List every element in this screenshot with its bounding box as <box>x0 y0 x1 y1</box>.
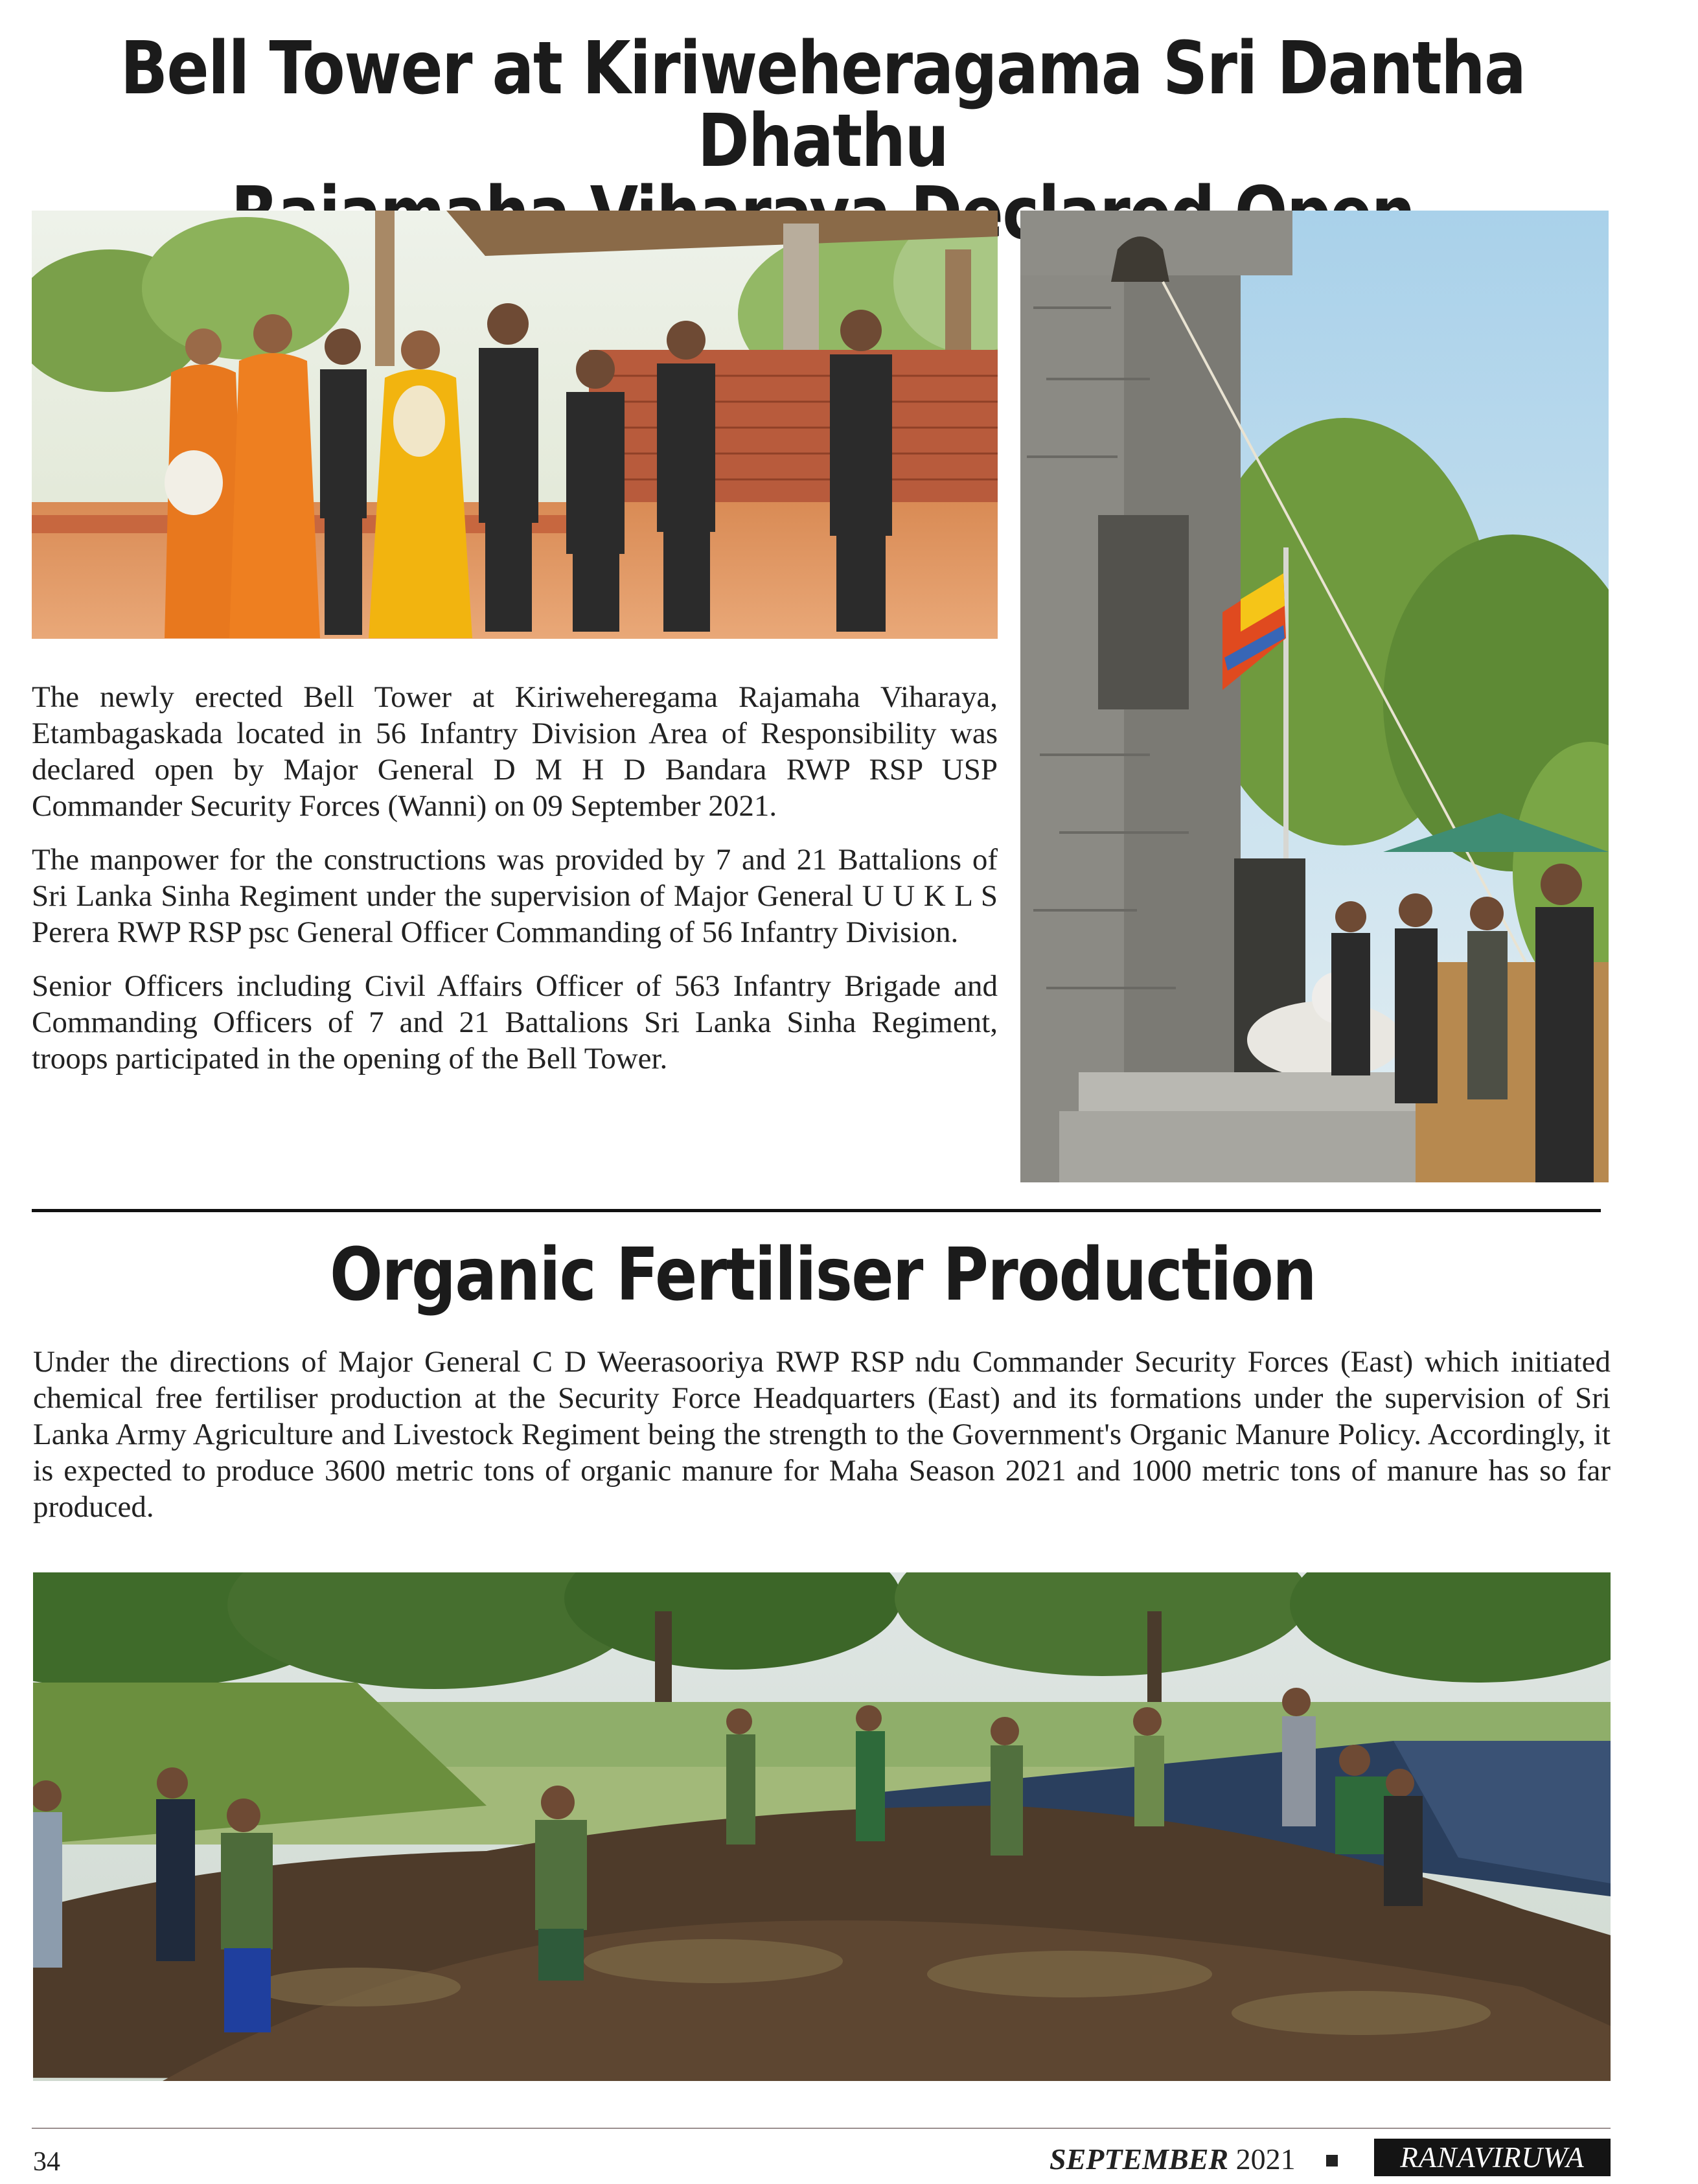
page-number: 34 <box>33 2147 60 2177</box>
issue-year: 2021 <box>1235 2143 1296 2176</box>
bell-tower-photo <box>1020 211 1609 1182</box>
article-1-paragraph: The manpower for the constructions was provided by 7 and 21 Battalions of Sri Lanka Sinha Regiment under the supervision of Major General U U K L S Perera RWP RSP psc General Officer Commanding of 56 Infantry Division. <box>32 843 998 949</box>
footer-square-bullet <box>1326 2155 1338 2167</box>
article-1-paragraph: The newly erected Bell Tower at Kiriweheregama Rajamaha Viharaya, Etambagaskada located in 56 Infantry Division Area of Responsibility was declared open by Major General D M H D Bandara RWP RSP USP Commander Security Forces (Wanni) on 09 September 2021. <box>32 680 998 823</box>
article-1-paragraph: Senior Officers including Civil Affairs Officer of 563 Infantry Brigade and Commanding Officers of 7 and 21 Battalions Sri Lanka Sinha Regiment, troops participated in the opening of the Bell Tower. <box>32 969 998 1075</box>
fertiliser-production-photo <box>33 1572 1611 2081</box>
masthead-badge: RANAVIRUWA <box>1374 2139 1611 2176</box>
article-1-headline-line-1: Bell Tower at Kiriweheragama Sri Dantha Dhathu <box>120 27 1526 183</box>
article-1-body <box>32 679 998 1077</box>
section-divider <box>32 1209 1601 1212</box>
ceremony-photo <box>32 211 998 639</box>
article-2-paragraph: Under the directions of Major General C D Weerasooriya RWP RSP ndu Commander Security Forces (East) which initiated chemical free fertiliser production at the Security Force Headquarters (East) and its formations under the supervision of Sri Lanka Army Agriculture and Livestock Regiment being the strength to the Government's Organic Manure Policy. Accordingly, it is expected to produce 3600 metric tons of organic manure for Maha Season 2021 and 1000 metric tons of manure has so far produced. <box>33 1345 1611 1524</box>
article-2-headline: Organic Fertiliser Production <box>330 1233 1316 1317</box>
issue-month: SEPTEMBER <box>1050 2143 1229 2176</box>
issue-date <box>1050 2142 1296 2177</box>
article-2-body <box>33 1344 1611 1525</box>
footer-divider <box>32 2128 1611 2129</box>
